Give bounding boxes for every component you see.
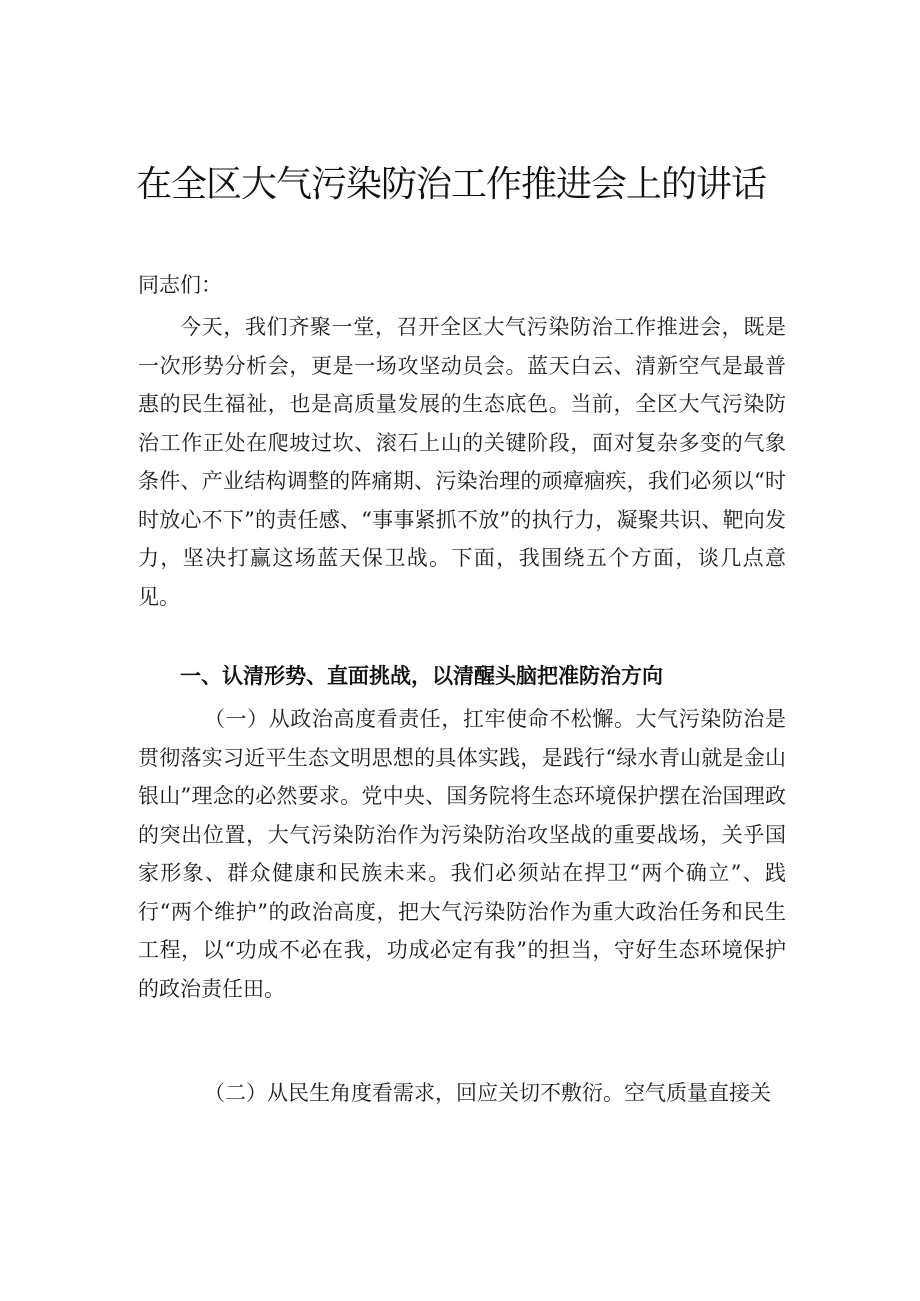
section-heading-1: 一、认清形势、直面挑战，以清醒头脑把准防治方向: [180, 664, 663, 688]
subsection-paragraph-1: （一）从政治高度看责任，扛牢使命不松懈。大气污染防治是贯彻落实习近平生态文明思想的具体实践，是践行“绿水青山就是金山银山”理念的必然要求。党中央、国务院将生态环境保护摆在治国理政的突出位置，大气污染防治作为污染防治攻坚战的重要战场，关乎国家形象、群众健康和民族未来。我们必须站在捍卫“两个确立”、践行“两个维护”的政治高度，把大气污染防治作为重大政治任务和民生工程，以“功成不必在我，功成必定有我”的担当，守好生态环境保护的政治责任田。: [138, 707, 786, 1001]
document-title: 在全区大气污染防治工作推进会上的讲话: [136, 164, 767, 205]
greeting: 同志们：: [138, 273, 222, 297]
subsection-paragraph-2: （二）从民生角度看需求，回应关切不敷衍。空气质量直接关: [204, 1081, 771, 1105]
intro-paragraph: 今天，我们齐聚一堂，召开全区大气污染防治工作推进会，既是一次形势分析会，更是一场攻坚动员会。蓝天白云、清新空气是最普惠的民生福祉，也是高质量发展的生态底色。当前，全区大气污染防治工作正处在爬坡过坎、滚石上山的关键阶段，面对复杂多变的气象条件、产业结构调整的阵痛期、污染治理的顽瘴痼疾，我们必须以“时时放心不下”的责任感、“事事紧抓不放”的执行力，凝聚共识、靶向发力，坚决打赢这场蓝天保卫战。下面，我围绕五个方面，谈几点意见。: [138, 315, 786, 609]
